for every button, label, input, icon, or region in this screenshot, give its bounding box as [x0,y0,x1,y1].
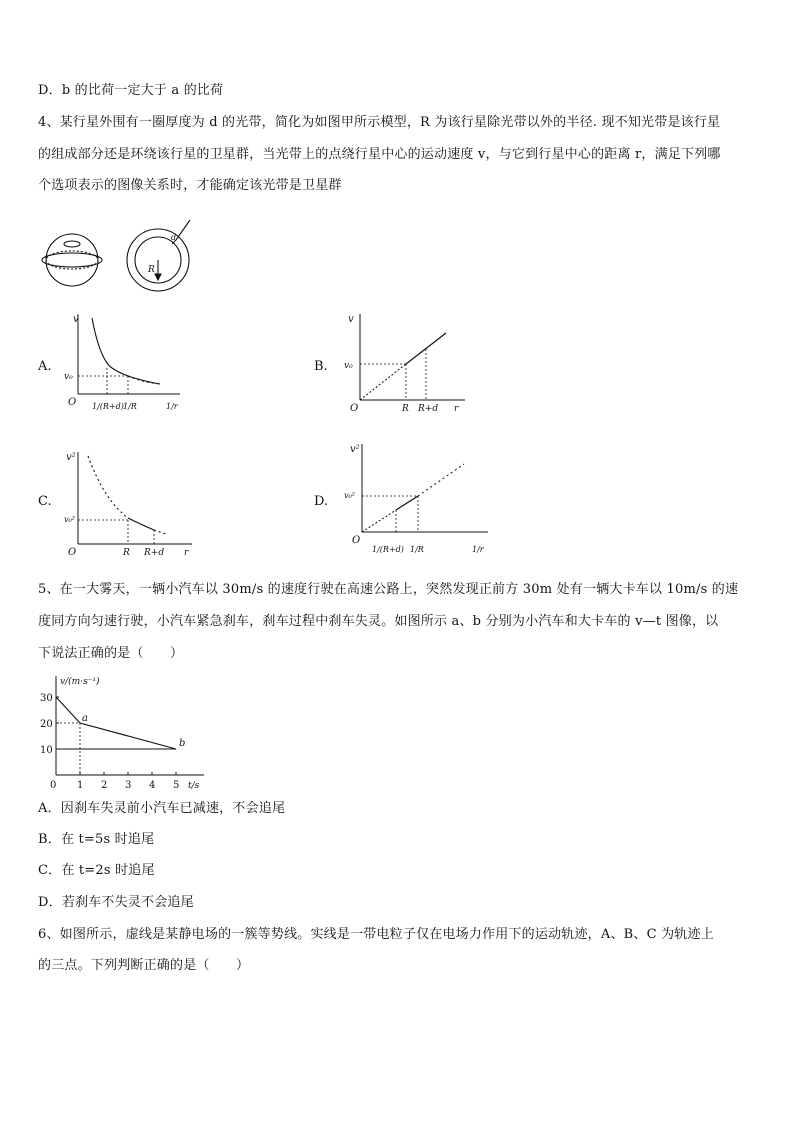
tick-1-over-R-plus-d: 1/(R+d) [92,402,124,411]
tick-R-plus-d: R+d [418,404,439,414]
q4-option-d-graph [342,440,492,560]
x-tick-label-4: 4 [149,780,156,791]
q5-option-d[interactable]: D．若刹车不失灵不会追尾 [38,895,194,910]
series-label-a: a [82,713,88,724]
v0-label: v₀ [344,361,353,371]
x-axis-label: 1/r [472,545,484,554]
x-axis-label: 1/r [166,402,178,411]
y-tick-label-30: 30 [40,693,53,704]
q4-option-c-graph [62,448,197,558]
series-label-b: b [179,738,186,749]
y-tick-label-20: 20 [40,719,53,730]
v0-label: v₀ [64,372,73,382]
q4-option-b-graph [340,310,470,415]
q4-option-b-label[interactable]: B. [314,359,328,374]
y-tick-label-10: 10 [40,745,53,756]
y-axis-label: v/(m·s⁻¹) [60,677,100,687]
q3-option-d: D．b 的比荷一定大于 a 的比荷 [38,83,224,98]
q4-stem-line-1: 4、某行星外围有一圈厚度为 d 的光带，简化为如图甲所示模型，R 为该行星除光带以外的半径. 现不知光带是该行星 [38,115,721,130]
q4-option-d-label[interactable]: D. [314,494,329,509]
tick-1-over-R: 1/R [123,402,137,411]
thickness-d-label: d [171,233,177,242]
x-tick-label-1: 1 [77,780,84,791]
tick-1-over-R: 1/R [410,545,424,554]
x-axis-label: r [184,548,189,558]
radius-R-label: R [148,265,155,275]
q5-option-a[interactable]: A．因刹车失灵前小汽车已减速，不会追尾 [38,801,286,816]
q6-stem-line-1: 6、如图所示，虚线是某静电场的一簇等势线。实线是一带电粒子仅在电场力作用下的运动轨迹，A、B、C 为轨迹上 [38,927,714,942]
q4-option-c-label[interactable]: C. [38,494,52,509]
y-axis-label: v [73,314,79,325]
origin-label: O [350,403,359,414]
origin-label: O [68,397,77,408]
v0-squared-label: v₀² [64,515,75,524]
planet-ring-figure [40,222,200,297]
x-axis-label: r [454,404,459,414]
planet-side-view [42,234,102,286]
q5-stem-line-1: 5、在一大雾天，一辆小汽车以 30m/s 的速度行驶在高速公路上，突然发现正前方 30m 处有一辆大卡车以 10m/s 的速 [38,582,739,597]
q5-option-b[interactable]: B．在 t=5s 时追尾 [38,832,155,847]
x-tick-label-3: 3 [125,780,132,791]
y-axis-label: v² [350,444,360,455]
q5-option-c[interactable]: C．在 t=2s 时追尾 [38,863,155,878]
x-tick-label-5: 5 [173,780,180,791]
tick-R: R [123,548,130,558]
tick-R-plus-d: R+d [144,548,165,558]
q4-option-a-graph [62,310,192,415]
q4-stem-line-2: 的组成部分还是环绕该行星的卫星群，当光带上的点绕行星中心的运动速度 v，与它到行星中心的距离 r，满足下列哪 [38,147,721,162]
origin-label: 0 [50,780,57,791]
y-axis-label: v [348,314,354,325]
v0-squared-label: v₀² [344,491,355,500]
tick-R: R [402,404,409,414]
q5-stem-line-2: 度同方向匀速行驶，小汽车紧急刹车，刹车过程中刹车失灵。如图所示 a、b 分别为小汽车和大卡车的 v—t 图像，以 [38,614,719,629]
q4-option-a-label[interactable]: A. [38,359,52,374]
q5-vt-chart [36,672,216,794]
planet-top-view [127,220,190,291]
tick-1-over-R-plus-d: 1/(R+d) [372,545,404,554]
y-axis-label: v² [66,452,76,463]
q4-stem-line-3: 个选项表示的图像关系时，才能确定该光带是卫星群 [38,178,342,193]
x-tick-label-2: 2 [101,780,108,791]
q5-stem-line-3: 下说法正确的是（ ） [38,646,184,661]
q6-stem-line-2: 的三点。下列判断正确的是（ ） [38,958,250,973]
origin-label: O [68,547,77,558]
origin-label: O [352,535,361,546]
x-axis-label: t/s [188,781,200,791]
